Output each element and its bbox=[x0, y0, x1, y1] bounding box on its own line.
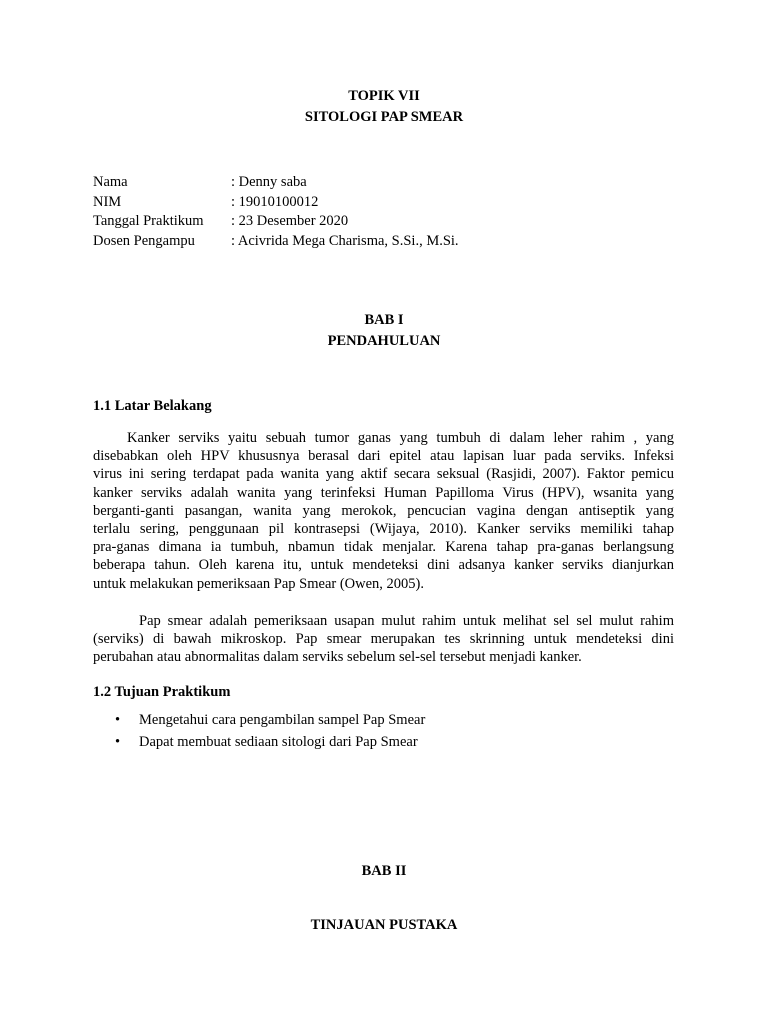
paragraph-line: terlalu sering, penggunaan pil kontrasepsi (Wijaya, 2010). Kanker serviks memiliki tahap bbox=[93, 521, 674, 538]
paragraph-line: Kanker serviks yaitu sebuah tumor ganas yang tumbuh di dalam leher rahim , yang bbox=[127, 430, 674, 446]
identity-value: : 19010100012 bbox=[231, 193, 319, 210]
list-item-text: Mengetahui cara pengambilan sampel Pap Smear bbox=[139, 712, 426, 728]
paragraph-line: kanker serviks adalah wanita yang terinfeksi Human Papilloma Virus (HPV), wsanita yang bbox=[93, 484, 674, 501]
bab2-number: BAB II bbox=[361, 863, 407, 879]
paragraph-line: virus ini sering terdapat pada wanita yang aktif secara seksual (Rasjidi, 2007). Faktor pemicu bbox=[93, 466, 674, 483]
bab1-number: BAB I bbox=[364, 312, 404, 328]
identity-row-nim bbox=[93, 193, 459, 213]
bullet-icon: • bbox=[115, 734, 121, 750]
section-heading-tujuan-praktikum: 1.2 Tujuan Praktikum bbox=[93, 684, 231, 700]
identity-value: : 23 Desember 2020 bbox=[231, 213, 349, 229]
paragraph-line: pra-ganas dimana ia tumbuh, nbamun tidak menjalar. Karena tahap pra-ganas berlangsung bbox=[93, 539, 674, 556]
list-item-text: Dapat membuat sediaan sitologi dari Pap Smear bbox=[139, 734, 418, 750]
paragraph-latar-belakang-1 bbox=[93, 429, 674, 593]
topic-title: TOPIK VII bbox=[348, 88, 420, 104]
paragraph-line: untuk melakukan pemeriksaan Pap Smear (Owen, 2005). bbox=[93, 575, 424, 592]
paragraph-line: berganti-ganti pasangan, wanita yang merokok, pencucian vagina dengan antiseptik yang bbox=[93, 502, 674, 519]
identity-label: Tanggal Praktikum bbox=[93, 213, 204, 229]
list-item bbox=[93, 731, 425, 753]
identity-value: : Acivrida Mega Charisma, S.Si., M.Si. bbox=[231, 232, 459, 249]
identity-label: NIM bbox=[93, 193, 122, 210]
section-heading-latar-belakang: 1.1 Latar Belakang bbox=[93, 398, 212, 414]
paragraph-line: perubahan atau abnormalitas dalam serviks sebelum sel-sel tersebut menjadi kanker. bbox=[93, 649, 582, 666]
paragraph-line: (serviks) di bawah mikroskop. Pap smear merupakan tes skrinning untuk mendeteksi dini bbox=[93, 631, 674, 648]
identity-label: Dosen Pengampu bbox=[93, 232, 195, 249]
identity-value: : Denny saba bbox=[231, 174, 307, 190]
identity-row-tanggal bbox=[93, 212, 459, 232]
identity-row-nama bbox=[93, 173, 459, 193]
bab2-title: TINJAUAN PUSTAKA bbox=[310, 917, 458, 933]
paragraph-line: disebabkan oleh HPV khususnya berasal dari epitel atau lapisan luar pada serviks. Infeksi bbox=[93, 448, 674, 465]
paragraph-line: beberapa tahun. Oleh karena itu, untuk mendeteksi dini adsanya kanker serviks dianjurkan bbox=[93, 557, 674, 574]
paragraph-latar-belakang-2 bbox=[93, 612, 674, 667]
bullet-icon: • bbox=[115, 712, 121, 728]
bullet-list-tujuan bbox=[93, 709, 425, 753]
identity-block bbox=[93, 173, 459, 251]
topic-subtitle: SITOLOGI PAP SMEAR bbox=[304, 109, 464, 125]
bab1-title: PENDAHULUAN bbox=[327, 333, 441, 349]
list-item bbox=[93, 709, 425, 731]
identity-row-dosen bbox=[93, 232, 459, 252]
identity-label: Nama bbox=[93, 174, 128, 190]
paragraph-line: Pap smear adalah pemeriksaan usapan mulut rahim untuk melihat sel sel mulut rahim bbox=[139, 613, 674, 629]
